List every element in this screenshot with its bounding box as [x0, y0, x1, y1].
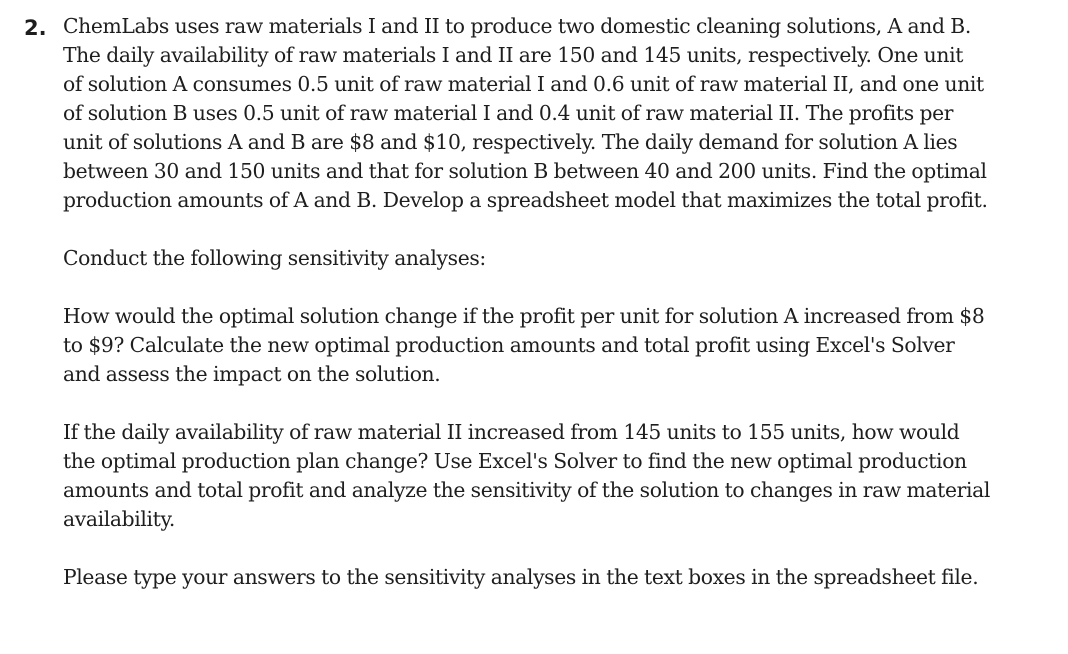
problem-number: 2.	[24, 16, 47, 40]
intro-line: production amounts of A and B. Develop a spreadsheet model that maximizes the total profit.	[63, 188, 988, 212]
question-2-line: availability.	[63, 507, 175, 531]
intro-line: unit of solutions A and B are $8 and $10, respectively. The daily demand for solution A lies	[63, 130, 958, 154]
problem-content	[63, 12, 1063, 592]
intro-line: ChemLabs uses raw materials I and II to produce two domestic cleaning solutions, A and B.	[63, 14, 971, 38]
question-1-line: and assess the impact on the solution.	[63, 362, 441, 386]
intro-line: of solution B uses 0.5 unit of raw material I and 0.4 unit of raw material II. The profits per	[63, 101, 954, 125]
question-2-line: the optimal production plan change? Use Excel's Solver to find the new optimal production	[63, 449, 967, 473]
question-1	[63, 302, 1063, 389]
intro-line: between 30 and 150 units and that for solution B between 40 and 200 units. Find the optimal	[63, 159, 987, 183]
instruction-text: Please type your answers to the sensitivity analyses in the text boxes in the spreadsheet file.	[63, 565, 979, 589]
question-2-line: amounts and total profit and analyze the sensitivity of the solution to changes in raw material	[63, 478, 990, 502]
problem-intro	[63, 12, 1063, 215]
sensitivity-heading-text: Conduct the following sensitivity analyses:	[63, 246, 486, 270]
question-1-line: to $9? Calculate the new optimal production amounts and total profit using Excel's Solver	[63, 333, 955, 357]
sensitivity-heading	[63, 244, 1063, 273]
question-2	[63, 418, 1063, 534]
question-2-line: If the daily availability of raw material II increased from 145 units to 155 units, how would	[63, 420, 960, 444]
paragraph-spacer	[63, 389, 1063, 418]
intro-line: of solution A consumes 0.5 unit of raw material I and 0.6 unit of raw material II, and one unit	[63, 72, 984, 96]
question-1-line: How would the optimal solution change if the profit per unit for solution A increased from $8	[63, 304, 985, 328]
paragraph-spacer	[63, 215, 1063, 244]
paragraph-spacer	[63, 273, 1063, 302]
intro-line: The daily availability of raw materials I and II are 150 and 145 units, respectively. One unit	[63, 43, 964, 67]
paragraph-spacer	[63, 534, 1063, 563]
instruction	[63, 563, 1063, 592]
